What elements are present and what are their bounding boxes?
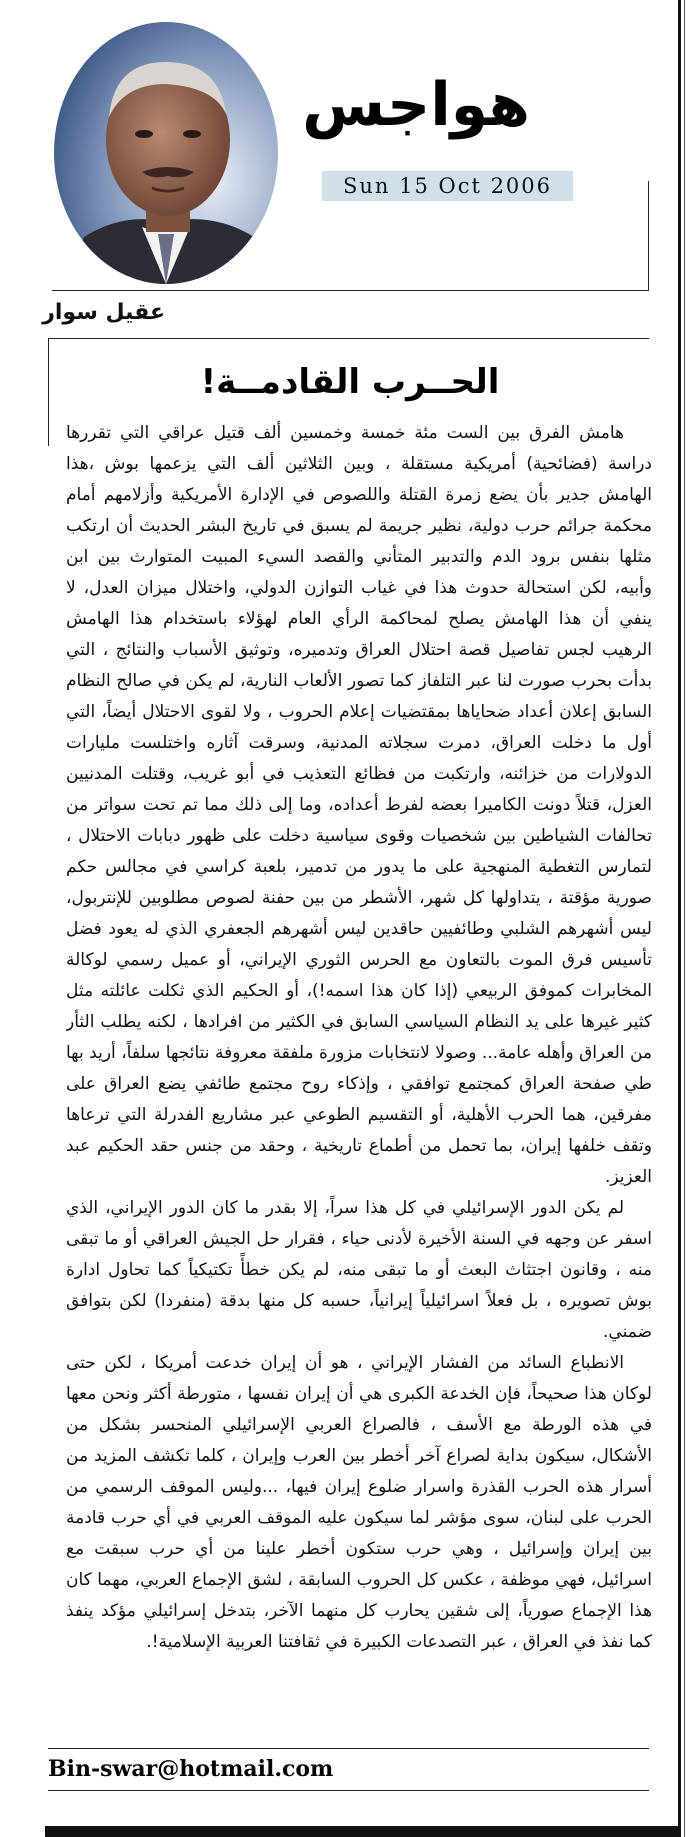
footer-divider-bottom xyxy=(48,1790,649,1791)
author-email-link[interactable]: Bin-swar@hotmail.com xyxy=(48,1756,334,1782)
column-masthead: هواجس xyxy=(302,70,530,140)
header-divider xyxy=(52,290,649,291)
article-headline: الحــرب القادمــة! xyxy=(200,362,500,402)
page-bottom-rule xyxy=(45,1826,681,1837)
author-portrait xyxy=(54,22,278,284)
article-divider-top xyxy=(48,338,649,339)
date-badge xyxy=(322,171,573,201)
article-paragraph: الانطباع السائد من الفشار الإيراني ، هو أن إيران خدعت أمريكا ، لكن حتى لوكان هذا صحيحاً، فإن الخدعة الكبرى هي أن إيران نفسها ، متورطة أكثر ونحن معها في هذه الورطة مع الأسف ، فالصراع العربي الإسرائيلي المنحسر بشكل من الأشكال، سيكون بداية لصراع آخر أخطر بين العرب وإيران ، كلما تكشف المزيد من أسرار هذه الحرب القذرة واسرار ضلوع إيران فيها، ...وليس الموقف الرسمي من الحرب على لبنان، سوى مؤشر لما سيكون عليه الموقف العربي في أي حرب قادمة بين إيران وإسرائيل ، وهي حرب ستكون أخطر علينا من أي حرب سبقت مع اسرائيل، فهي موظفة ، عكس كل الحروب السابقة ، لشق الإجماع العربي، مهما كان هذا الإجماع صورياً، إلى شقين يحارب كل منهما الآخر، بتدخل إسرائيلي مؤكد ينفذ كما نفذ في العراق ، عبر التصدعات الكبيرة في ثقافتنا العربية الإسلامية!. xyxy=(66,1353,652,1652)
author-name: عقيل سوار xyxy=(42,300,165,325)
article-paragraph: لم يكن الدور الإسرائيلي في كل هذا سراً، إلا بقدر ما كان الدور الإيراني، الذي اسفر عن وجهه في السنة الأخيرة لأدنى حياء ، فقرار حل الجيش العراقي أو ما تبقى منه ، وقانون اجتثاث البعث أو ما تبقى منه، لم يكن خطأً تكتيكياً كما تحاول ادارة بوش تصويره ، بل فعلاً اسرائيلياً إيرانياً، حسبه كل منها بدقة (منفردا) لكن بتوافق ضمني. xyxy=(66,1198,652,1342)
publish-date: Sun 15 Oct 2006 xyxy=(342,174,553,198)
article-divider-left xyxy=(48,338,49,446)
column-border-right-inner xyxy=(684,0,685,1837)
header-divider-vertical xyxy=(648,181,649,291)
column-border-right xyxy=(678,0,681,1837)
article-paragraph: هامش الفرق بين الست مئة خمسة وخمسين ألف قتيل عراقي التي تقررها دراسة (فضائحية) أمريكية مستقلة ، وبين الثلاثين ألف التي يزعمها بوش ،هذا الهامش جدير بأن يضع زمرة القتلة واللصوص في الإدارة الأمريكية وأزلامهم أمام محكمة جرائم حرب دولية، نظير جريمة لم يسبق في تاريخ البشر الحديث أن ارتكب مثلها بنفس برود الدم والتدبير المتأني والقصد السيء المبيت المتوارث بين ابن وأبيه، لكن استحالة حدوث هذا في غياب التوازن الدولي، واختلال ميزان العدل، لا ينفي أن هذا الهامش يصلح لمحاكمة الرأي العام لهؤلاء باستخدام هذا الهامش الرهيب لجس تفاصيل قصة احتلال العراق وتدميره، وتوثيق الأسباب والنتائج ، التي بدأت بحرب صورت لنا عبر التلفاز كما تصور الألعاب النارية، لم يكن في صالح النظام السابق إعلان أعداد ضحاياها بمقتضيات إعلام الحروب ، ولا لقوى الاحتلال أيضاً، التي أول ما دخلت العراق، دمرت سجلاته المدنية، وسرقت آثاره واختلست مليارات الدولارات من خزائنه، وارتكبت من فظائع التعذيب في أبو غريب، وقتلت المدنيين العزل، قتلاً دونت الكاميرا بعضه لفرط أعداده، وما إلى ذلك مما تم تحت سواتر من تحالفات الشياطين بين شخصيات وقوى سياسية دخلت على ظهور دبابات الاحتلال ، لتمارس التغطية المنهجية على ما يدور من تدمير، بلعبة كراسي في مجالس حكم صورية مؤقتة ، يتداولها كل شهر، الأشطر من بين حفنة لصوص مطلوبين للإنتربول، ليس أشهرهم الشلبي وطائفيين حاقدين ليس أشهرهم الجعفري الذي له يعود فضل تأسيس فرق الموت بالتعاون مع الحرس الثوري الإيراني، أو عميل رسمي لوكالة المخابرات كموفق الربيعي (إذا كان هذا اسمه!)، أو الحكيم الذي ثكلت عائلته مثل كثير غيرها على يد النظام السياسي السابق في الكثير من افرادها ، لكنه يطلب الثأر من العراق وأهله عامة... وصولا لانتخابات مزورة ملفقة معروفة نتائجها سلفاً، أريد بها طي صفحة العراق كمجتمع توافقي ، وإذكاء روح مجتمع طائفي يضع العراق على مفرقين، هما الحرب الأهلية، أو التقسيم الطوعي عبر مشاريع الفدرلة التي ترعاها وتقف خلفها إيران، بما تحمل من أطماع تاريخية ، وحقد من جنس حقد الحكيم عبد العزيز. xyxy=(66,423,652,1187)
article-body xyxy=(66,418,652,1718)
